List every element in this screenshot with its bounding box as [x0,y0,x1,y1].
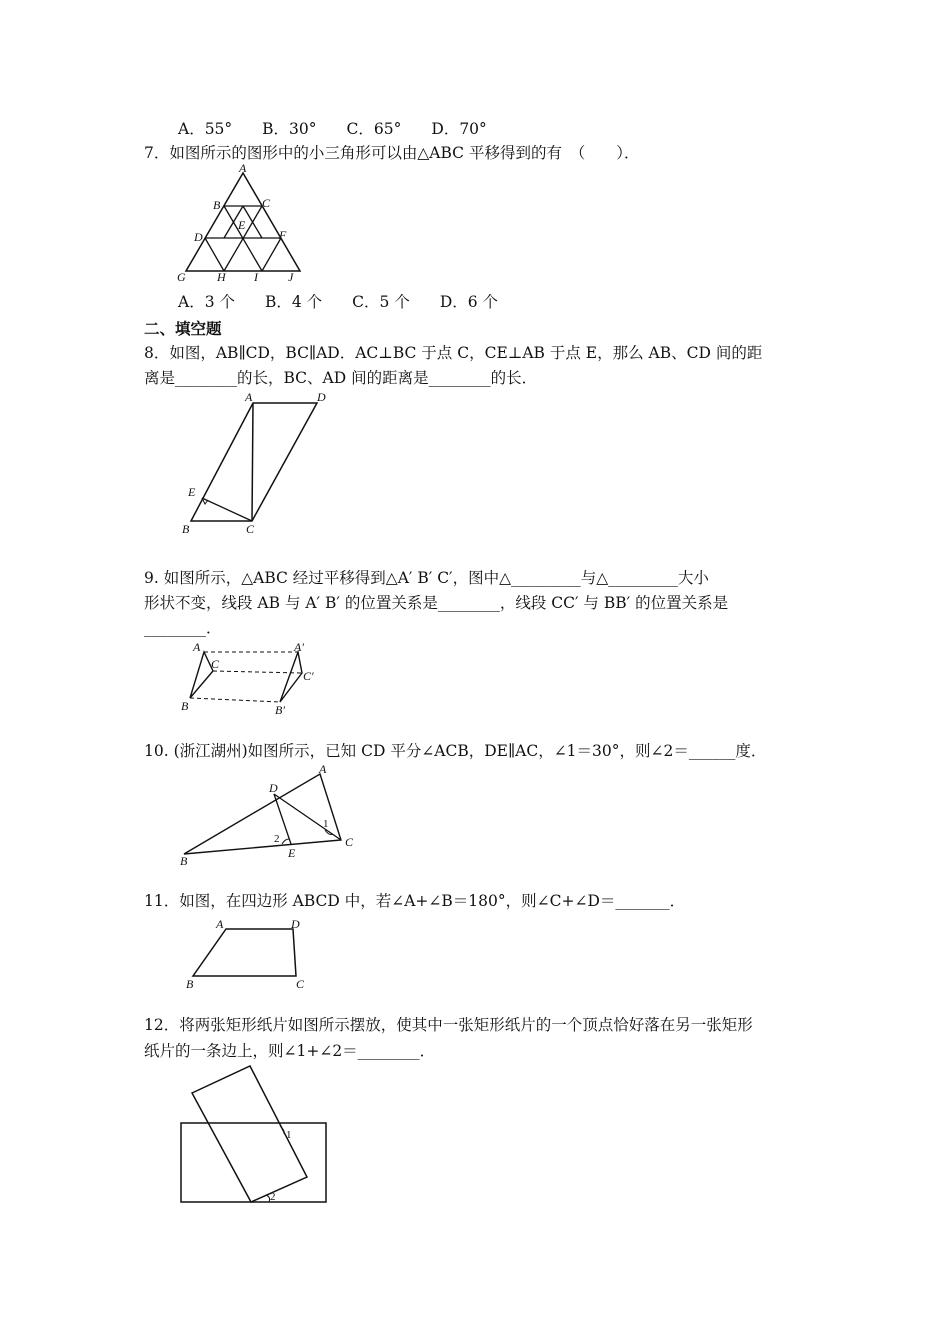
q11-label-a: A [216,917,224,931]
q7-option-d: D．6 个 [439,293,499,311]
q9-label-a-prime: A′ [294,640,304,654]
q8-label-d: D [317,390,326,404]
q6-option-b: B．30° [262,120,317,138]
q10-angle-1: 1 [323,818,329,830]
q9-label-b: B [181,699,189,713]
q12-angle-2: 2 [270,1191,276,1203]
q12-rectangles-figure [178,1062,338,1212]
q7-label-a: A [239,161,247,175]
q8-parallelogram-figure [178,388,338,538]
q10-triangle-figure [177,762,367,868]
q7-option-c: C．5 个 [352,293,410,311]
q10-angle-2: 2 [274,833,280,845]
q7-label-i: I [254,270,258,284]
q7-option-b: B．4 个 [264,293,323,311]
q10-label-e: E [288,846,296,860]
q9-line-1: 9. 如图所示，△ABC 经过平移得到△A′ B′ C′，图中△_________与△_________大小 [144,569,709,587]
q11-label-c: C [296,977,305,991]
q11-label-b: B [186,977,194,991]
q7-label-d: D [194,230,203,244]
q7-options [178,292,528,312]
q9-label-c: C [211,657,220,671]
q7-option-a: A．3 个 [178,293,235,311]
q8-label-c: C [246,522,255,536]
q7-label-e: E [238,218,246,232]
q12-line-1: 12．将两张矩形纸片如图所示摆放，使其中一张矩形纸片的一个顶点恰好落在另一张矩形 [144,1016,753,1034]
q8-label-a: A [245,390,253,404]
q9-label-c-prime: C′ [303,669,314,683]
q12-angle-1: 1 [286,1129,292,1141]
q7-label-c: C [262,196,271,210]
q6-options [178,119,517,139]
q7-triangle-figure [175,163,305,285]
q10-label-c: C [345,835,354,849]
q7-label-h: H [217,270,226,284]
q8-label-e: E [188,485,196,499]
q8-line-2: 离是________的长，BC、AD 间的距离是________的长． [144,369,538,387]
q12-line-2: 纸片的一条边上，则∠1+∠2＝________． [144,1042,436,1060]
q9-translation-figure [177,640,327,718]
q6-option-d: D．70° [431,120,487,138]
q11-line-1: 11．如图，在四边形 ABCD 中，若∠A+∠B＝180°，则∠C+∠D＝_______． [144,892,686,910]
q7-question: 7．如图所示的图形中的小三角形可以由△ABC 平移得到的有 （ ）． [144,144,640,162]
q11-label-d: D [291,917,300,931]
q8-line-1: 8．如图，AB∥CD，BC∥AD．AC⊥BC 于点 C，CE⊥AB 于点 E，那么 AB、CD 间的距 [144,344,763,362]
q10-label-a: A [319,762,327,776]
q7-label-g: G [177,270,186,284]
q7-label-b: B [213,198,221,212]
q9-line-3: ________． [144,619,222,637]
q10-label-b: B [180,854,188,868]
section-title: 二、填空题 [144,320,222,338]
q9-line-2: 形状不变，线段 AB 与 A′ B′ 的位置关系是________，线段 CC′ 与 BB′ 的位置关系是 [144,594,729,612]
q6-option-c: C．65° [346,120,402,138]
q11-quadrilateral-figure [178,912,318,992]
q7-label-f: F [279,228,287,242]
q6-option-a: A．55° [178,120,233,138]
q9-label-b-prime: B′ [275,703,285,717]
q8-label-b: B [182,522,190,536]
q9-label-a: A [193,640,201,654]
q10-label-d: D [269,781,278,795]
q10-line-1: 10. (浙江湖州)如图所示，已知 CD 平分∠ACB，DE∥AC，∠1＝30°，则∠2＝______度． [144,742,767,760]
q7-label-j: J [288,270,294,284]
